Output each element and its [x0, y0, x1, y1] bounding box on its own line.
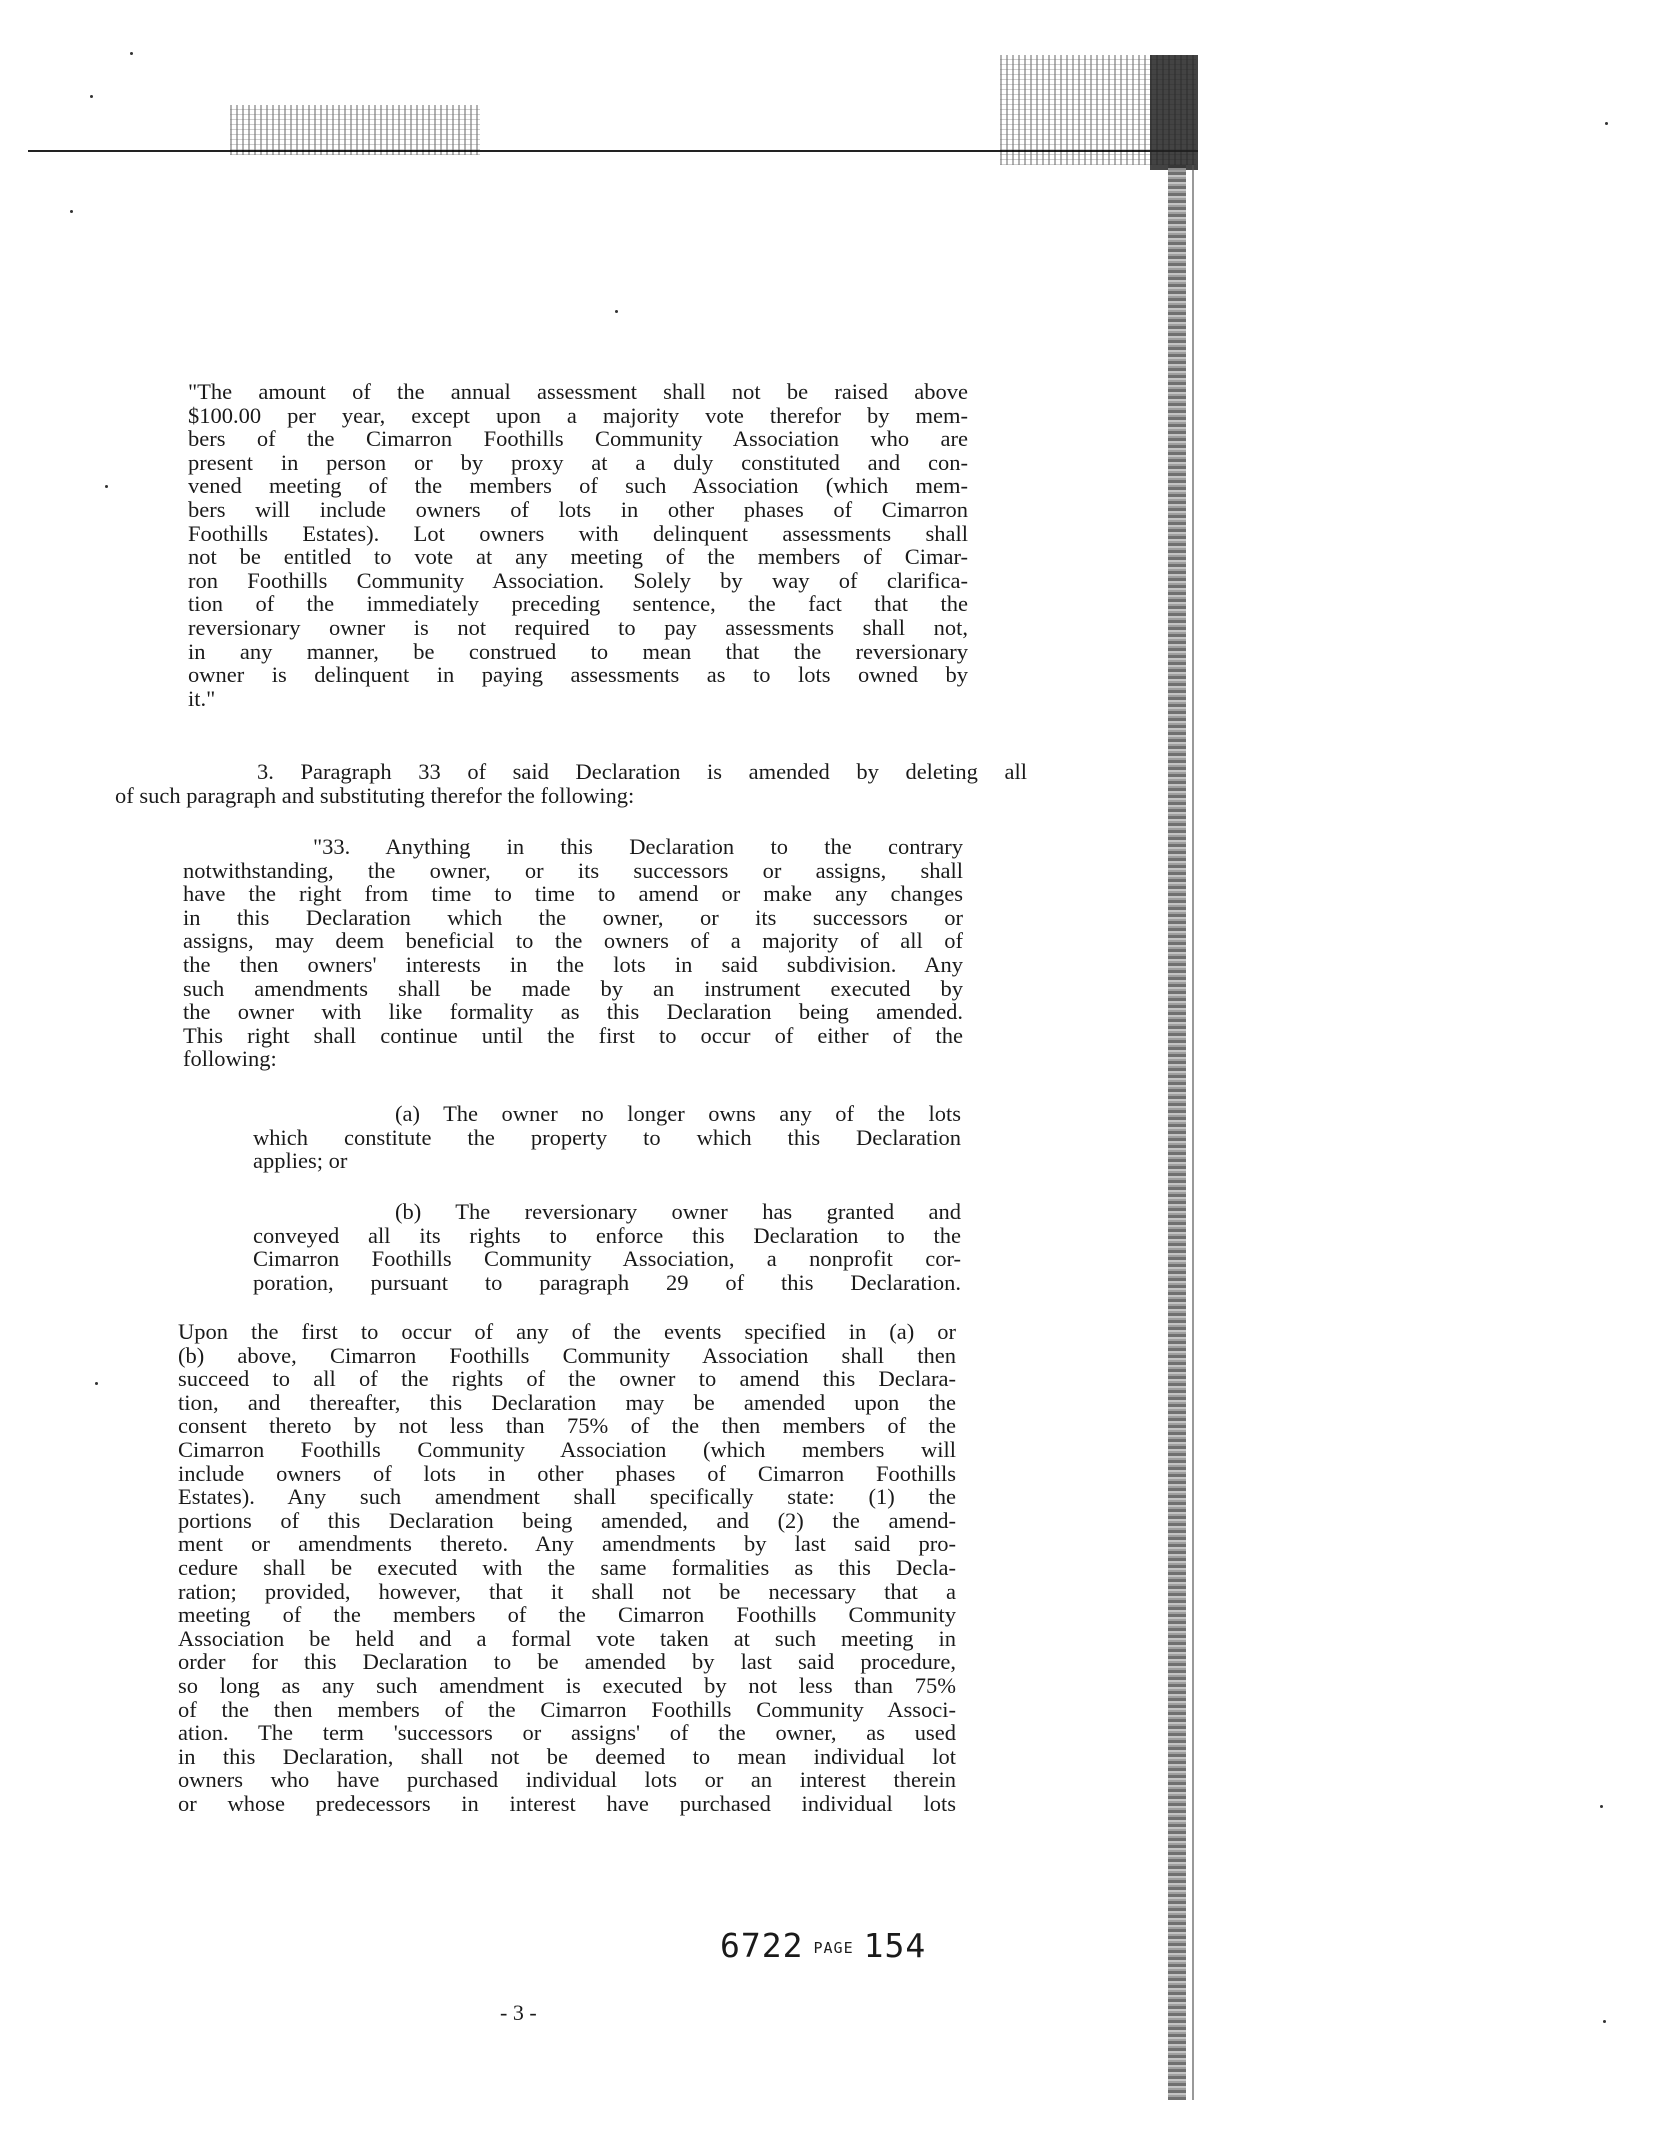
text-line: vened meeting of the members of such Association (which mem- [188, 473, 968, 499]
text-line: "33. Anything in this Declaration to the contrary [313, 834, 963, 859]
scan-noise-left [230, 105, 480, 155]
text-line: such amendments shall be made by an instrument executed by [183, 975, 963, 1001]
text-line: ment or amendments thereto. Any amendments by last said pro- [178, 1531, 956, 1557]
text-line: notwithstanding, the owner, or its successors or assigns, shall [183, 857, 963, 883]
text-line: ation. The term 'successors or assigns' of the owner, as used [178, 1720, 956, 1746]
text-line: present in person or by proxy at a duly constituted and con- [188, 449, 968, 475]
text-line: following: [183, 1046, 277, 1072]
text-line: of the then members of the Cimarron Foothills Community Associ- [178, 1696, 956, 1722]
page-label: PAGE [813, 1938, 854, 1957]
text-line: have the right from time to time to amend or make any changes [183, 881, 963, 907]
book-number: 6722 [720, 1926, 804, 1965]
text-line: the then owners' interests in the lots in said subdivision. Any [183, 951, 963, 977]
text-line: Foothills Estates). Lot owners with delinquent assessments shall [188, 520, 968, 546]
text-line: assigns, may deem beneficial to the owners of a majority of all of [183, 928, 963, 954]
text-line: Upon the first to occur of any of the events specified in (a) or [178, 1319, 956, 1344]
text-line: in this Declaration, shall not be deemed to mean individual lot [178, 1743, 956, 1769]
scan-speck [130, 52, 133, 55]
text-line: or whose predecessors in interest have purchased individual lots [178, 1790, 956, 1816]
text-line: reversionary owner is not required to pay assessments shall not, [188, 614, 968, 640]
scan-speck [1603, 2020, 1606, 2023]
scan-speck [95, 1382, 98, 1385]
scan-speck [70, 210, 73, 213]
scan-right-edge-line [1192, 165, 1194, 2100]
text-line: Cimarron Foothills Community Association (which members will [178, 1436, 956, 1462]
text-line: poration, pursuant to paragraph 29 of this Declaration. [253, 1269, 961, 1295]
text-line: succeed to all of the rights of the owner to amend this Declara- [178, 1366, 956, 1392]
text-line: not be entitled to vote at any meeting of the members of Cimar- [188, 544, 968, 570]
section-3-intro [115, 760, 1027, 807]
scan-noise-corner [1150, 55, 1198, 170]
text-line: tion of the immediately preceding sentence, the fact that the [188, 591, 968, 617]
closing-paragraph [178, 1320, 956, 1815]
text-line: it." [188, 685, 216, 711]
text-line: tion, and thereafter, this Declaration may be amended upon the [178, 1389, 956, 1415]
text-line: meeting of the members of the Cimarron Foothills Community [178, 1602, 956, 1628]
text-line: owners who have purchased individual lots or an interest therein [178, 1767, 956, 1793]
quoted-assessment-paragraph [188, 380, 968, 710]
text-line: applies; or [253, 1148, 348, 1174]
text-line: $100.00 per year, except upon a majority vote therefor by mem- [188, 402, 968, 428]
text-line: consent thereto by not less than 75% of the then members of the [178, 1413, 956, 1439]
text-line: Cimarron Foothills Community Association, a nonprofit cor- [253, 1246, 961, 1272]
text-line: ron Foothills Community Association. Solely by way of clarifica- [188, 567, 968, 593]
text-line: in any manner, be construed to mean that the reversionary [188, 638, 968, 664]
scan-speck [615, 310, 618, 313]
text-line: include owners of lots in other phases of Cimarron Foothills [178, 1460, 956, 1486]
text-line: bers will include owners of lots in other phases of Cimarron [188, 496, 968, 522]
scan-speck [1600, 1805, 1603, 1808]
text-line: Estates). Any such amendment shall specifically state: (1) the [178, 1484, 956, 1510]
text-line: cedure shall be executed with the same formalities as this Decla- [178, 1554, 956, 1580]
recorded-page-number: 154 [863, 1926, 927, 1965]
text-line: conveyed all its rights to enforce this Declaration to the [253, 1222, 961, 1248]
text-line: (b) The reversionary owner has granted and [395, 1199, 961, 1224]
book-page-reference [720, 1926, 926, 1965]
scan-speck [90, 95, 93, 98]
text-line: owner is delinquent in paying assessments as to lots owned by [188, 662, 968, 688]
scan-speck [1605, 122, 1608, 125]
text-line: portions of this Declaration being amended, and (2) the amend- [178, 1507, 956, 1533]
text-line: order for this Declaration to be amended by last said procedure, [178, 1649, 956, 1675]
text-line: in this Declaration which the owner, or its successors or [183, 904, 963, 930]
text-line: "The amount of the annual assessment shall not be raised above [188, 379, 968, 404]
text-line: bers of the Cimarron Foothills Community Association who are [188, 426, 968, 452]
text-line: 3. Paragraph 33 of said Declaration is amended by deleting all [257, 759, 1027, 784]
text-line: (a) The owner no longer owns any of the lots [395, 1101, 961, 1126]
text-line: ration; provided, however, that it shall not be necessary that a [178, 1578, 956, 1604]
text-line: Association be held and a formal vote taken at such meeting in [178, 1625, 956, 1651]
item-b [253, 1200, 961, 1294]
text-line: which constitute the property to which this Declaration [253, 1124, 961, 1150]
text-line: so long as any such amendment is executed by not less than 75% [178, 1672, 956, 1698]
text-line: of such paragraph and substituting therefor the following: [115, 782, 635, 808]
scan-speck [105, 485, 108, 488]
text-line: This right shall continue until the first to occur of either of the [183, 1022, 963, 1048]
text-line: (b) above, Cimarron Foothills Community Association shall then [178, 1342, 956, 1368]
page-number: - 3 - [500, 2000, 537, 2025]
scan-right-edge [1168, 165, 1186, 2100]
item-a [253, 1102, 961, 1173]
text-line: the owner with like formality as this Declaration being amended. [183, 999, 963, 1025]
paragraph-33 [183, 835, 963, 1071]
